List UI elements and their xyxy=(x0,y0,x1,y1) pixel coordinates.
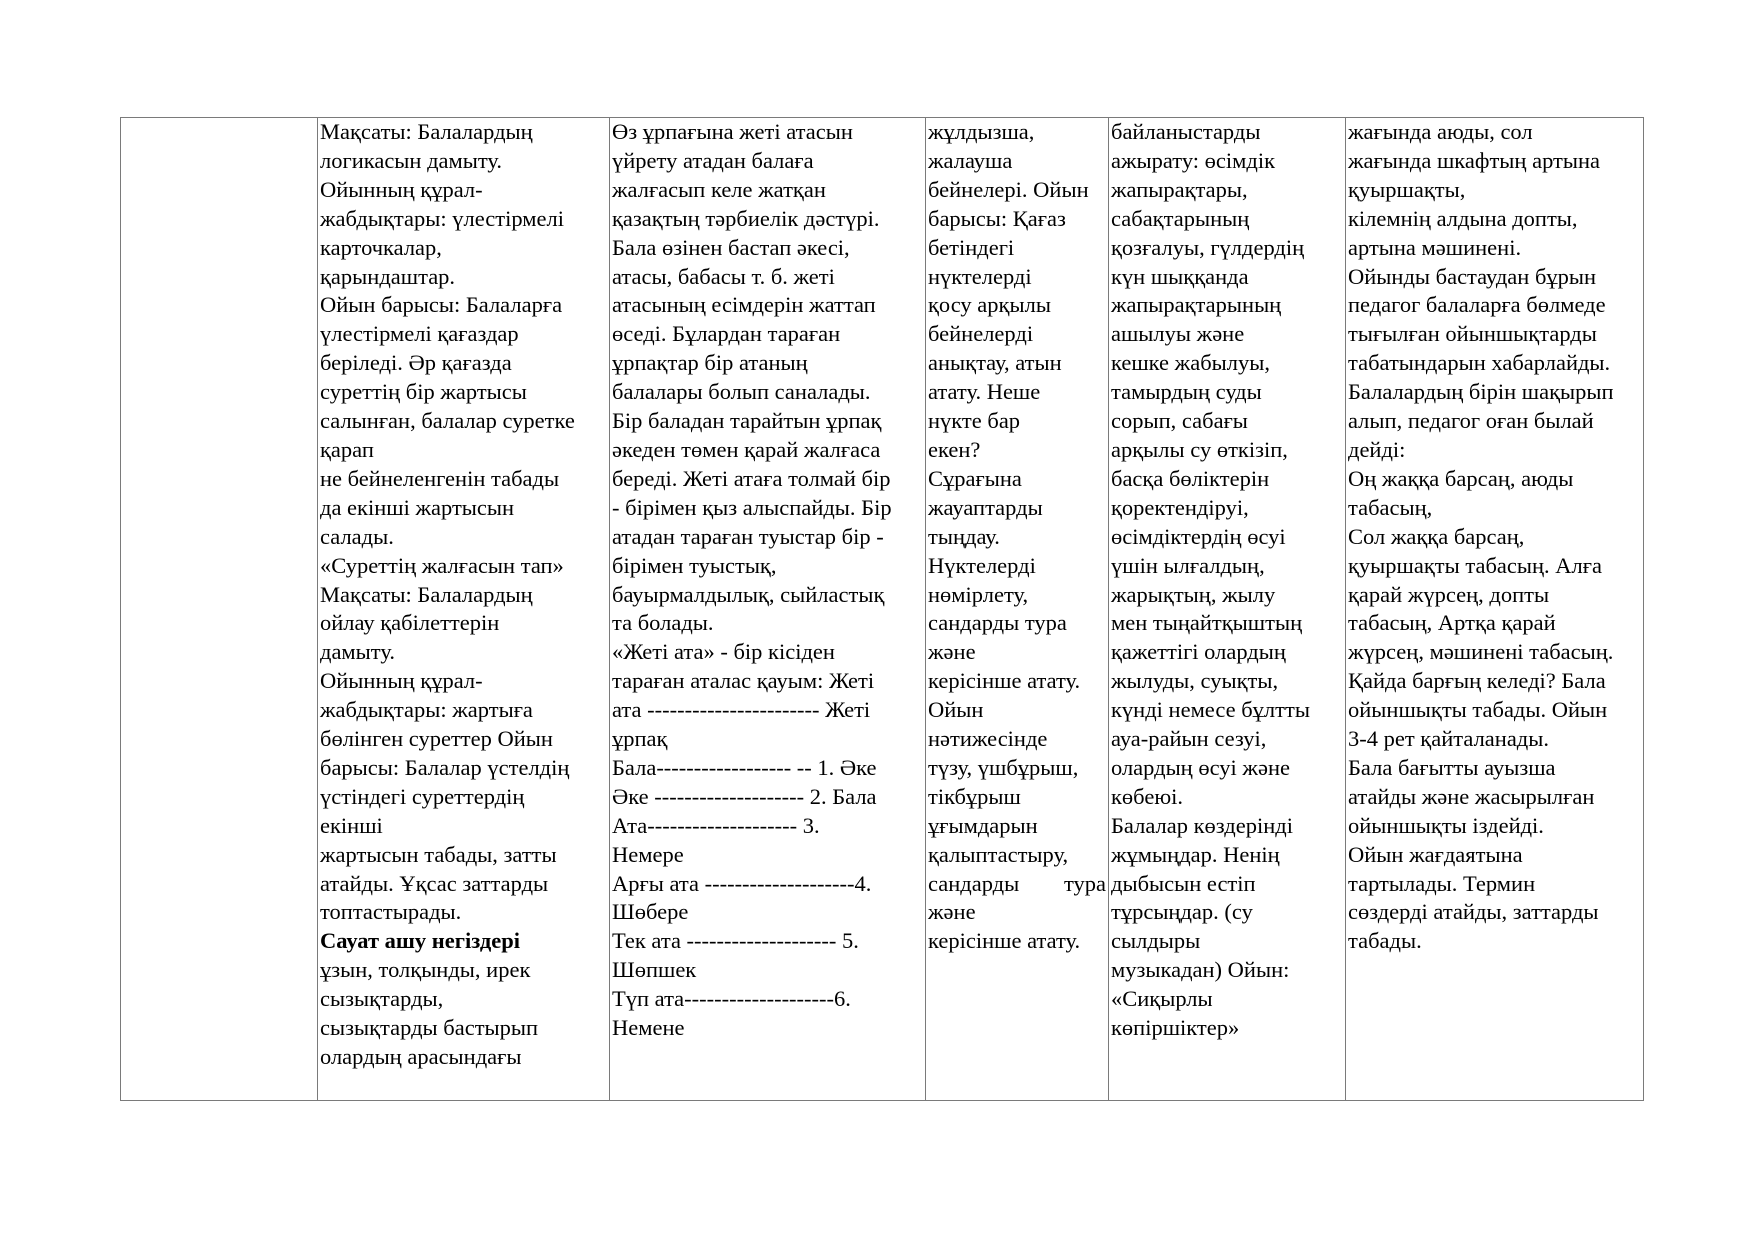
text-line: атайды және жасырылған xyxy=(1348,783,1595,809)
text-line: логикасын дамыту. xyxy=(320,147,503,173)
text-line: - бірімен қыз алыспайды. Бір xyxy=(612,494,892,520)
text-line: педагог балаларға бөлмеде xyxy=(1348,292,1606,318)
text-line: үстіндегі суреттердің xyxy=(320,783,525,809)
text-line: ашылуы және xyxy=(1111,321,1245,347)
text-line: не бейнеленгенін табады xyxy=(320,465,560,491)
text-line: үшін ылғалдың, xyxy=(1111,552,1265,578)
text-line: жартысын табады, затты xyxy=(320,841,557,867)
text-line: Балалардың бірін шақырып xyxy=(1348,379,1614,405)
text-line: жалғасып келе жатқан xyxy=(612,176,826,202)
text-line: ұғымдарын xyxy=(928,812,1038,838)
text-line: бірімен туыстық, xyxy=(612,552,777,578)
text-line: бейнелерді xyxy=(928,321,1034,347)
text-line: табасың, xyxy=(1348,494,1433,520)
text-line: «Сиқырлы xyxy=(1111,986,1213,1012)
text-line: тамырдың суды xyxy=(1111,379,1262,405)
text-line: жабдықтары: жартыға xyxy=(320,697,533,723)
text-line: кешке жабылуы, xyxy=(1111,350,1270,376)
text-line: Бір баладан тарайтын ұрпақ xyxy=(612,408,882,434)
text-line: «Жеті ата» - бір кісіден xyxy=(612,639,835,665)
text-line: тікбұрыш xyxy=(928,783,1021,809)
text-line: дыбысын естіп xyxy=(1111,870,1256,896)
text-line: та болады. xyxy=(612,610,714,636)
text-line: арқылы су өткізіп, xyxy=(1111,436,1288,462)
text-line: ұрпақ xyxy=(612,726,668,752)
text-line: көбеюі. xyxy=(1111,783,1184,809)
text-line: Әке -------------------- 2. Бала xyxy=(612,783,877,809)
text-line: 3-4 рет қайталанады. xyxy=(1348,726,1549,752)
text-line: Шөбере xyxy=(612,899,689,925)
text-line: Тек ата -------------------- 5. xyxy=(612,928,859,954)
text-line: салады. xyxy=(320,523,394,549)
text-line: олардың арасындағы xyxy=(320,1044,522,1069)
text-line: Сауат ашу негіздері xyxy=(320,928,520,954)
text-line: Мақсаты: Балалардың xyxy=(320,119,533,144)
text-line: Сол жаққа барсаң, xyxy=(1348,523,1525,549)
text-line: үлестірмелі қағаздар xyxy=(320,321,519,347)
lesson-plan-table xyxy=(120,117,1644,1101)
text-line: ойлау қабілеттерін xyxy=(320,610,500,636)
text-line: нәтижесінде xyxy=(928,726,1048,752)
text-line: керісінше атату. xyxy=(928,928,1081,954)
text-line: қозғалуы, гүлдердің xyxy=(1111,234,1305,260)
text-line: Немене xyxy=(612,1015,685,1041)
text-line: жабдықтары: үлестірмелі xyxy=(320,205,564,231)
text-line: сорып, сабағы xyxy=(1111,408,1248,434)
text-line: Сұрағына xyxy=(928,465,1022,491)
text-line: түзу, үшбұрыш, xyxy=(928,754,1079,780)
text-line: береді. Жеті атаға толмай бір xyxy=(612,465,891,491)
text-line: қалыптастыру, xyxy=(928,841,1069,867)
text-line: нүкте бар xyxy=(928,408,1021,434)
text-line: тығылған ойыншықтарды xyxy=(1348,321,1597,347)
text-line: сабақтарының xyxy=(1111,205,1250,231)
text-word: тура xyxy=(1063,870,1106,896)
text-line: табады. xyxy=(1348,928,1422,954)
text-line: Бала бағытты ауызша xyxy=(1348,754,1556,780)
text-line: суреттің бір жартысы xyxy=(320,379,527,405)
text-line: «Суреттің жалғасын тап» xyxy=(320,552,564,578)
text-line: Немере xyxy=(612,841,684,867)
table-cell-plants-nature xyxy=(1109,118,1346,1101)
text-line: музыкадан) Ойын: xyxy=(1111,957,1290,983)
text-line: барысы: Қағаз xyxy=(928,205,1066,231)
text-line: беріледі. Әр қағазда xyxy=(320,350,512,376)
text-line: тыңдау. xyxy=(928,523,1000,549)
text-line: атасы, бабасы т. б. жеті xyxy=(612,263,835,289)
table-cell-hidden-toys xyxy=(1346,118,1644,1101)
text-line: алып, педагог оған былай xyxy=(1348,408,1594,434)
text-line: жүрсең, мәшинені табасың. xyxy=(1348,639,1614,665)
text-line: өседі. Бұлардан тараған xyxy=(612,321,841,347)
text-line: басқа бөліктерін xyxy=(1111,465,1270,491)
text-line: екен? xyxy=(928,436,981,462)
text-line: қосу арқылы xyxy=(928,292,1051,318)
text-line: жапырақтарының xyxy=(1111,292,1282,318)
text-line: Ойынның құрал- xyxy=(320,668,483,694)
text-line: Ойын xyxy=(928,697,984,723)
text-line xyxy=(928,870,1106,899)
text-line: Мақсаты: Балалардың xyxy=(320,581,533,607)
text-line: сызықтарды бастырып xyxy=(320,1015,539,1041)
text-line: және xyxy=(928,899,976,925)
text-line: тартылады. Термин xyxy=(1348,870,1536,896)
text-line: кілемнің алдына допты, xyxy=(1348,205,1578,231)
text-line: ата ----------------------- Жеті xyxy=(612,697,871,723)
text-line: күн шыққанда xyxy=(1111,263,1249,289)
text-line: сылдыры xyxy=(1111,928,1201,954)
text-line: топтастырады. xyxy=(320,899,462,925)
text-line: Арғы ата --------------------4. xyxy=(612,870,872,896)
text-line: ойыншықты іздейді. xyxy=(1348,812,1544,838)
text-line: дейді: xyxy=(1348,436,1406,462)
text-line: күнді немесе бұлтты xyxy=(1111,697,1310,723)
text-line: Шөпшек xyxy=(612,957,697,983)
text-line: жұмыңдар. Ненің xyxy=(1111,841,1280,867)
table-row xyxy=(121,118,1644,1101)
text-line: сандарды тура xyxy=(928,610,1067,636)
text-line: жылуды, суықты, xyxy=(1111,668,1279,694)
table-cell-seven-ancestors xyxy=(610,118,926,1101)
text-line: ауа-райын сезуі, xyxy=(1111,726,1267,752)
text-line: бауырмалдылық, сыйластық xyxy=(612,581,885,607)
text-line: бейнелері. Ойын xyxy=(928,176,1089,202)
text-line: карточкалар, xyxy=(320,234,442,260)
text-line: сөздерді атайды, заттарды xyxy=(1348,899,1599,925)
text-line: Нүктелерді xyxy=(928,552,1036,578)
text-line: бетіндегі xyxy=(928,234,1015,260)
text-line: жарықтың, жылу xyxy=(1111,581,1276,607)
text-line: жағында шкафтың артына xyxy=(1348,147,1600,173)
text-line: ұрпақтар бір атаның xyxy=(612,350,808,376)
text-line: Ойынды бастаудан бұрын xyxy=(1348,263,1597,289)
text-line: Оң жаққа барсаң, аюды xyxy=(1348,465,1574,491)
text-line: Бала өзінен бастап әкесі, xyxy=(612,234,850,260)
text-line: нөмірлету, xyxy=(928,581,1029,607)
text-line: қуыршақты табасың. Алға xyxy=(1348,552,1602,578)
text-line: Өз ұрпағына жеті атасын xyxy=(612,119,853,144)
text-line: жалауша xyxy=(928,147,1013,173)
text-line: қажеттігі олардың xyxy=(1111,639,1286,665)
text-line: анықтау, атын xyxy=(928,350,1062,376)
text-line: қарындаштар. xyxy=(320,263,456,289)
text-line: ұзын, толқынды, ирек xyxy=(320,957,531,983)
text-line: мен тыңайтқыштың xyxy=(1111,610,1303,636)
text-line: Қайда барғың келеді? Бала xyxy=(1348,668,1606,694)
table-cell-empty xyxy=(121,118,318,1101)
text-line: ойыншықты табады. Ойын xyxy=(1348,697,1608,723)
text-line: байланыстарды xyxy=(1111,119,1261,144)
text-line: да екінші жартысын xyxy=(320,494,515,520)
text-line: жағында аюды, сол xyxy=(1348,119,1533,144)
table-cell-games-logic xyxy=(318,118,610,1101)
text-line: үйрету атадан балаға xyxy=(612,147,814,173)
text-line: әкеден төмен қарай жалғаса xyxy=(612,436,881,462)
text-line: атадан тараған туыстар бір - xyxy=(612,523,884,549)
text-line: бөлінген суреттер Ойын xyxy=(320,726,553,752)
text-line: барысы: Балалар үстелдің xyxy=(320,754,570,780)
text-line: табатындарын хабарлайды. xyxy=(1348,350,1611,376)
text-line: атасының есімдерін жаттап xyxy=(612,292,876,318)
text-line: жапырақтары, xyxy=(1111,176,1248,202)
text-line: қуыршақты, xyxy=(1348,176,1466,202)
text-line: нүктелерді xyxy=(928,263,1032,289)
text-line: ажырату: өсімдік xyxy=(1111,147,1276,173)
text-line: жұлдызша, xyxy=(928,119,1035,144)
text-line: атайды. Ұқсас заттарды xyxy=(320,870,549,896)
text-line: екінші xyxy=(320,812,383,838)
text-line: өсімдіктердің өсуі xyxy=(1111,523,1286,549)
text-line: Ата-------------------- 3. xyxy=(612,812,820,838)
text-line: табасың, Артқа қарай xyxy=(1348,610,1556,636)
text-line: қарай жүрсең, допты xyxy=(1348,581,1550,607)
table-cell-dots-shapes xyxy=(926,118,1109,1101)
text-line: жауаптарды xyxy=(928,494,1043,520)
text-line: дамыту. xyxy=(320,639,395,665)
text-line: Ойын жағдаятына xyxy=(1348,841,1523,867)
text-line: сызықтарды, xyxy=(320,986,444,1012)
text-line: және xyxy=(928,639,976,665)
text-line: тұрсыңдар. (су xyxy=(1111,899,1253,925)
text-line: көпіршіктер» xyxy=(1111,1015,1240,1041)
text-line: Ойынның құрал- xyxy=(320,176,483,202)
text-line: Бала------------------ -- 1. Әке xyxy=(612,754,877,780)
text-line: қарап xyxy=(320,436,374,462)
text-line: қоректендіруі, xyxy=(1111,494,1249,520)
text-line: тараған аталас қауым: Жеті xyxy=(612,668,875,694)
text-line: Балалар көздерінді xyxy=(1111,812,1293,838)
text-word: сандарды xyxy=(928,870,1020,896)
text-line: қазақтың тәрбиелік дәстүрі. xyxy=(612,205,880,231)
text-line: Түп ата--------------------6. xyxy=(612,986,851,1012)
text-line: артына мәшинені. xyxy=(1348,234,1522,260)
text-line: олардың өсуі және xyxy=(1111,754,1290,780)
text-line: атату. Неше xyxy=(928,379,1041,405)
text-line: балалары болып саналады. xyxy=(612,379,871,405)
text-line: керісінше атату. xyxy=(928,668,1081,694)
text-line: Ойын барысы: Балаларға xyxy=(320,292,563,318)
text-line: салынған, балалар суретке xyxy=(320,408,575,434)
